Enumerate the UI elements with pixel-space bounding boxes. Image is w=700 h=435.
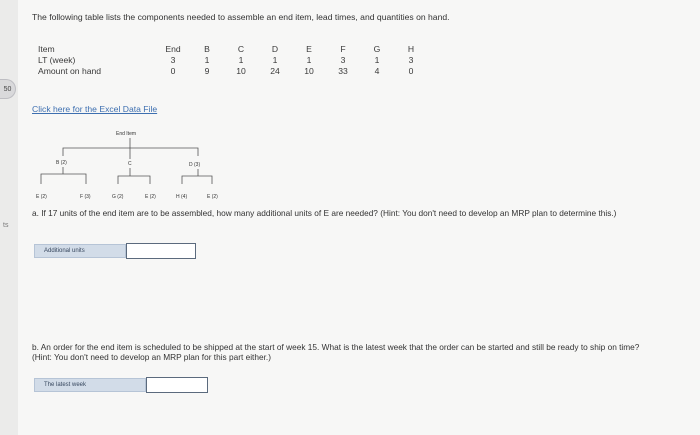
table-cell: 4 [374, 66, 380, 76]
tree-node-end-item: End Item [116, 131, 137, 137]
header-h: H [407, 44, 415, 54]
header-d: D [271, 44, 279, 54]
table-cell: 3 [408, 55, 414, 65]
table-cell: 33 [338, 66, 348, 76]
table-cell: 10 [304, 66, 314, 76]
table-cell: 1 [238, 55, 244, 65]
table-cell: 0 [408, 66, 414, 76]
table-row [38, 66, 428, 77]
question-a-text: a. If 17 units of the end item are to be assembled, how many additional units of E are needed? (Hint: You don't need to develop an MRP plan to determine this.) [32, 208, 617, 218]
header-e: E [306, 44, 312, 54]
latest-week-input[interactable] [146, 377, 208, 393]
answer-label: Additional units [34, 244, 126, 258]
header-end: End [165, 44, 181, 54]
tree-node-g: G (2) [112, 194, 124, 200]
excel-data-link[interactable]: Click here for the Excel Data File [32, 104, 158, 114]
tree-node-h: H (4) [176, 194, 188, 200]
header-g: G [373, 44, 381, 54]
table-cell: 24 [270, 66, 280, 76]
table-cell: 3 [340, 55, 346, 65]
header-c: C [237, 44, 245, 54]
answer-label: The latest week [34, 378, 146, 392]
components-table [38, 44, 428, 77]
table-cell: 3 [170, 55, 176, 65]
additional-units-input[interactable] [126, 243, 196, 259]
tree-node-e: E (2) [145, 194, 156, 200]
table-header-row [38, 44, 428, 55]
table-row [38, 55, 428, 66]
margin-mark: ts [3, 222, 9, 229]
tree-node-d: D (3) [189, 162, 201, 168]
table-cell: 0 [170, 66, 176, 76]
header-item: Item [38, 44, 55, 54]
row-label: LT (week) [38, 55, 76, 65]
tree-node-e: E (2) [207, 194, 218, 200]
question-b-text: b. An order for the end item is scheduled to be shipped at the start of week 15. What is the latest week that the order can be started and still be ready to ship on time? (Hint: You don't need to develop an MRP plan for this part either.) [32, 342, 640, 362]
tree-node-c: C [128, 161, 132, 167]
question-number-tab[interactable]: 50 [0, 79, 16, 99]
answer-row-latest-week [34, 377, 208, 393]
tree-node-f: F (3) [80, 194, 91, 200]
tree-node-e: E (2) [36, 194, 47, 200]
table-cell: 1 [374, 55, 380, 65]
answer-row-additional-units [34, 243, 196, 259]
table-cell: 1 [306, 55, 312, 65]
header-f: F [340, 44, 346, 54]
table-cell: 1 [204, 55, 210, 65]
row-label: Amount on hand [38, 66, 102, 76]
table-cell: 10 [236, 66, 246, 76]
intro-text: The following table lists the components needed to assemble an end item, lead times, and quantities on hand. [32, 12, 450, 22]
table-cell: 9 [204, 66, 210, 76]
tree-node-b: B (2) [56, 160, 67, 166]
left-margin-bar [0, 0, 18, 435]
header-b: B [204, 44, 210, 54]
table-cell: 1 [272, 55, 278, 65]
